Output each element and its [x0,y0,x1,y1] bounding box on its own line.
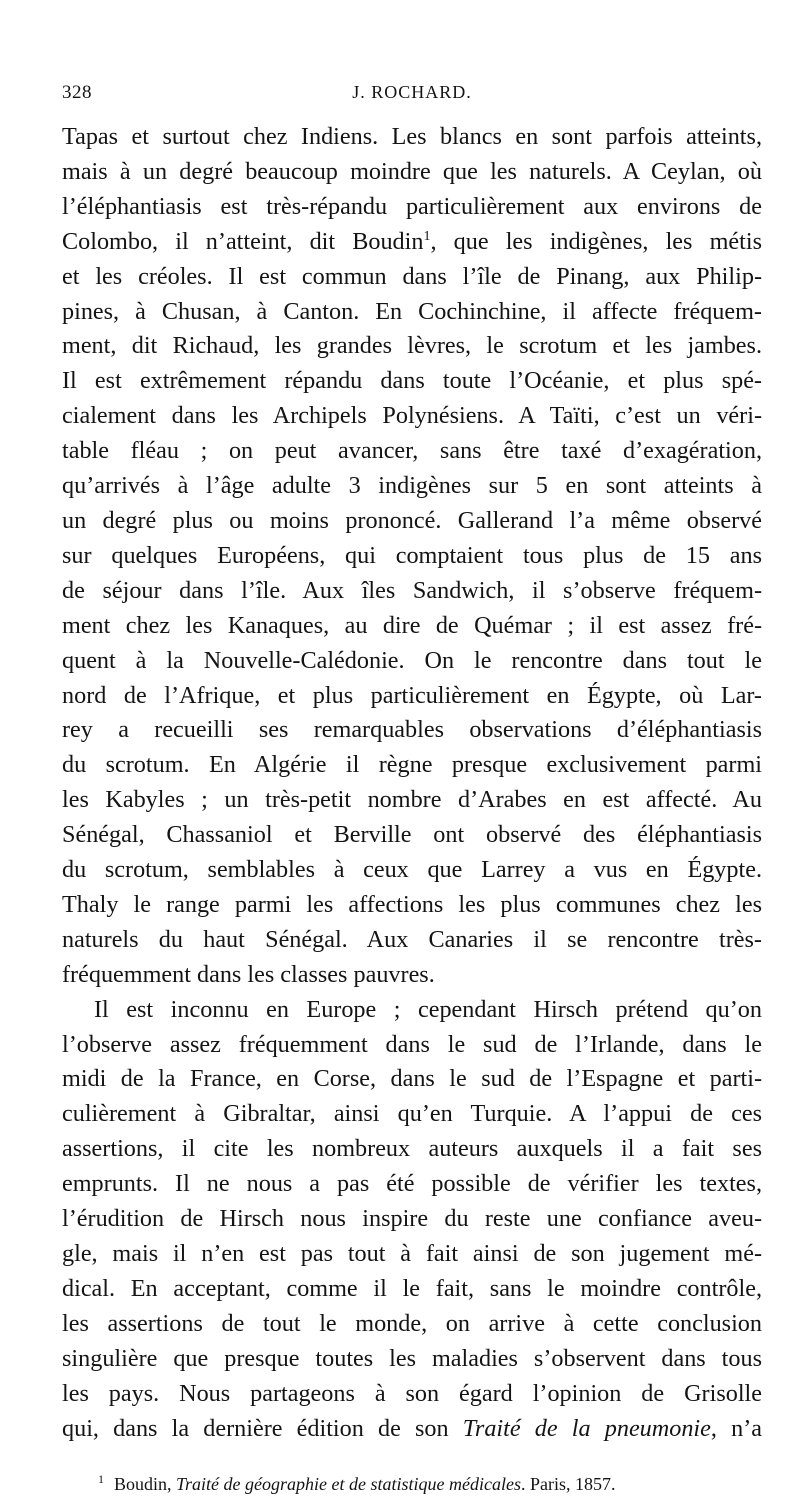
text-line: dical. En acceptant, comme il le fait, sans le moindre contrôle, [62,1274,762,1302]
text-line: Sénégal, Chassaniol et Berville ont observé des éléphantiasis [62,821,762,849]
text-line: assertions, il cite les nombreux auteurs auxquels il a fait ses [62,1135,762,1163]
text-line: Il est extrêmement répandu dans toute l’Océanie, et plus spé- [62,367,762,395]
text-line: les assertions de tout le monde, on arrive à cette conclusion [62,1309,762,1337]
text-fragment: , n’a [710,1414,762,1442]
book-title: Traité de la pneumonie [462,1414,711,1442]
text-line: quent à la Nouvelle-Calédonie. On le rencontre dans tout le [62,646,762,674]
footnote-mark: 1 [98,1472,104,1487]
text-line: gle, mais il n’en est pas tout à fait ainsi de son jugement mé- [62,1240,762,1267]
text-line: naturels du haut Sénégal. Aux Canaries il se rencontre très- [62,925,762,953]
running-head [62,82,762,110]
text-line: Il est inconnu en Europe ; cependant Hirsch prétend qu’on [94,995,762,1023]
text-line: l’éléphantiasis est très-répandu particulièrement aux environs de [62,192,762,220]
text-line: culièrement à Gibraltar, ainsi qu’en Turquie. A l’appui de ces [62,1100,762,1128]
footnote-author: Boudin, [114,1474,177,1495]
text-line: qu’arrivés à l’âge adulte 3 indigènes sur 5 en sont atteints à [62,472,762,500]
footnote-title: Traité de géographie et de statistique médicales [176,1474,521,1495]
text-line: singulière que presque toutes les maladies s’observent dans tous [62,1344,762,1372]
page-number: 328 [62,82,92,103]
text-line: du scrotum, semblables à ceux que Larrey a vus en Égypte. [62,856,762,884]
page [62,82,762,1496]
text-line: du scrotum. En Algérie il règne presque exclusivement parmi [62,751,762,779]
paragraph [62,993,762,1447]
text-line: ment chez les Kanaques, au dire de Quémar ; il est assez fré- [62,611,762,639]
text-line: midi de la France, en Corse, dans le sud de l’Espagne et parti- [62,1065,762,1093]
text-line: et les créoles. Il est commun dans l’île de Pinang, aux Philip- [62,262,762,290]
text-line: les Kabyles ; un très-petit nombre d’Arabes en est affecté. Au [62,786,762,814]
body-text [62,120,762,1446]
text-line: emprunts. Il ne nous a pas été possible de vérifier les textes, [62,1170,762,1198]
footnote [62,1472,762,1496]
text-line: l’érudition de Hirsch nous inspire du reste une confiance aveu- [62,1205,762,1233]
text-line: sur quelques Européens, qui comptaient tous plus de 15 ans [62,541,762,569]
paragraph [62,120,762,993]
text-line [62,1412,762,1447]
text-line: un degré plus ou moins prononcé. Gallerand l’a même observé [62,506,762,534]
running-head-author: J. ROCHARD. [352,82,472,102]
text-line: pines, à Chusan, à Canton. En Cochinchine, il affecte fréquem- [62,297,762,325]
text-fragment: , que les indigènes, les métis [430,227,762,255]
text-line: mais à un degré beaucoup moindre que les naturels. A Ceylan, où [62,157,762,185]
text-line: ment, dit Richaud, les grandes lèvres, le scrotum et les jambes. [62,332,762,360]
text-line: fréquemment dans les classes pauvres. [62,960,435,988]
footnote-publication: . Paris, 1857. [520,1474,616,1495]
text-line: l’observe assez fréquemment dans le sud de l’Irlande, dans le [62,1030,762,1058]
text-line: les pays. Nous partageons à son égard l’opinion de Grisolle [62,1379,762,1407]
text-line: nord de l’Afrique, et plus particulièrement en Égypte, où Lar- [62,681,762,709]
text-fragment: Colombo, il n’atteint, dit Boudin [62,227,424,255]
text-line [62,225,762,260]
footnote-reference: 1 [423,228,431,244]
text-line: table fléau ; on peut avancer, sans être taxé d’exagération, [62,437,762,465]
text-line: de séjour dans l’île. Aux îles Sandwich, il s’observe fréquem- [62,576,762,604]
text-line: Tapas et surtout chez Indiens. Les blancs en sont parfois atteints, [62,123,762,150]
text-fragment: qui, dans la dernière édition de son [62,1414,463,1442]
text-line: rey a recueilli ses remarquables observations d’éléphantiasis [62,716,762,744]
text-line: cialement dans les Archipels Polynésiens. A Taïti, c’est un véri- [62,402,762,430]
text-line: Thaly le range parmi les affections les plus communes chez les [62,890,762,918]
